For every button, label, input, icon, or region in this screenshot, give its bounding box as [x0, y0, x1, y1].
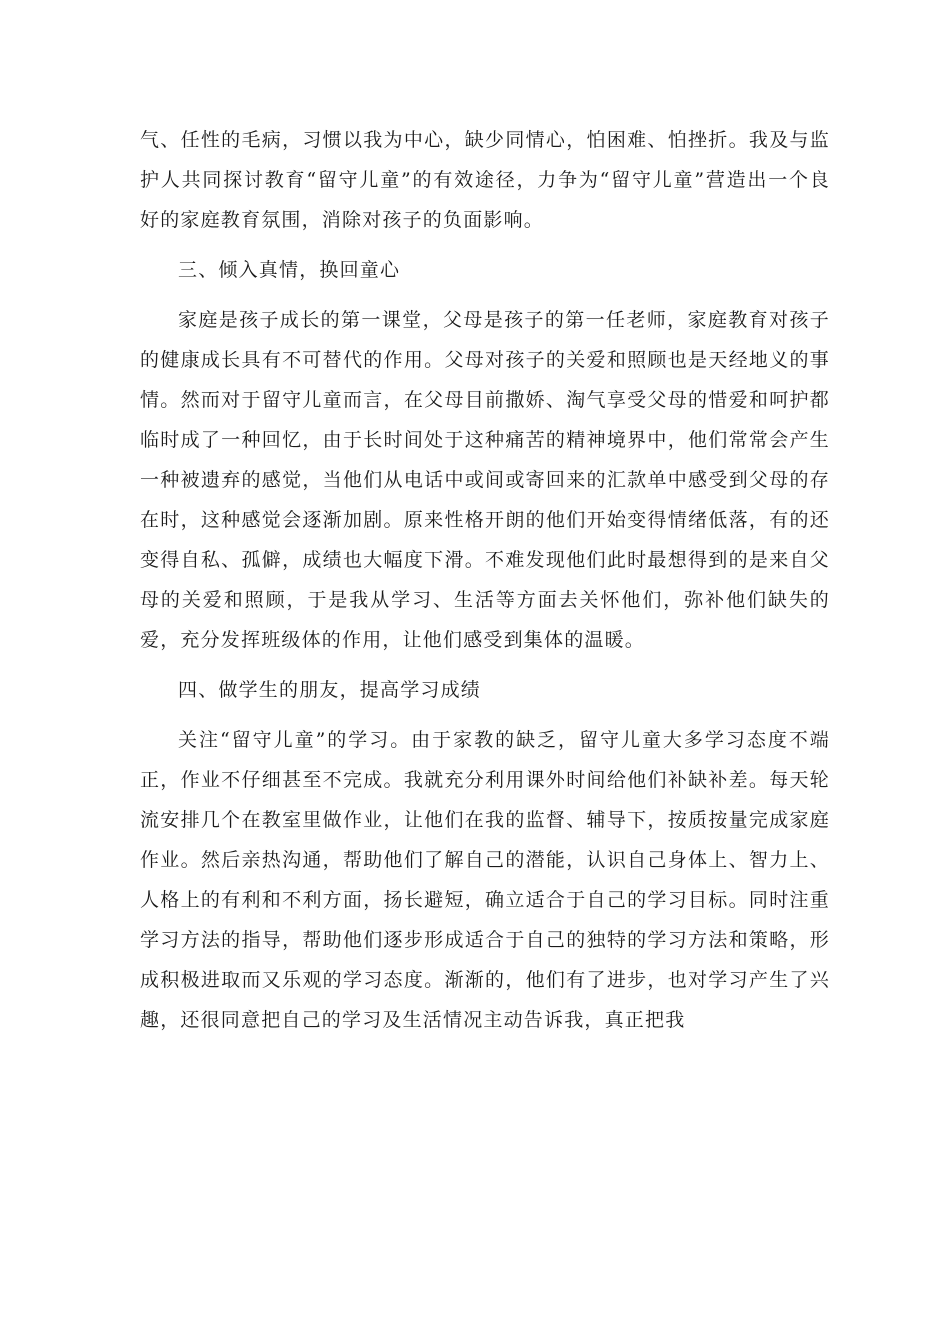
- section-heading-3: 三、倾入真情，换回童心: [178, 259, 401, 281]
- section-heading-4: 四、做学生的朋友，提高学习成绩: [178, 679, 482, 701]
- paragraph-continuation: 气、任性的毛病，习惯以我为中心，缺少同情心，怕困难、怕挫折。我及与监护人共同探讨教育“留守儿童”的有效途径，力争为“留守儿童”营造出一个良好的家庭教育氛围，消除对孩子的负面影响。: [140, 129, 830, 231]
- paragraph-study-attention: 关注“留守儿童”的学习。由于家教的缺乏，留守儿童大多学习态度不端正，作业不仔细甚至不完成。我就充分利用课外时间给他们补缺补差。每天轮流安排几个在教室里做作业，让他们在我的监督、辅导下，按质按量完成家庭作业。然后亲热沟通，帮助他们了解自己的潜能，认识自己身体上、智力上、人格上的有利和不利方面，扬长避短，确立适合于自己的学习目标。同时注重学习方法的指导，帮助他们逐步形成适合于自己的独特的学习方法和策略，形成积极进取而又乐观的学习态度。渐渐的，他们有了进步，也对学习产生了兴趣，还很同意把自己的学习及生活情况主动告诉我，真正把我: [140, 729, 830, 1031]
- paragraph-family-education: 家庭是孩子成长的第一课堂，父母是孩子的第一任老师，家庭教育对孩子的健康成长具有不可替代的作用。父母对孩子的关爱和照顾也是天经地义的事情。然而对于留守儿童而言，在父母目前撒娇、淘气享受父母的惜爱和呵护都临时成了一种回忆，由于长时间处于这种痛苦的精神境界中，他们常常会产生一种被遗弃的感觉，当他们从电话中或间或寄回来的汇款单中感受到父母的存在时，这种感觉会逐渐加剧。原来性格开朗的他们开始变得情绪低落，有的还变得自私、孤僻，成绩也大幅度下滑。不难发现他们此时最想得到的是来自父母的关爱和照顾，于是我从学习、生活等方面去关怀他们，弥补他们缺失的爱，充分发挥班级体的作用，让他们感受到集体的温暖。: [140, 309, 830, 651]
- document-body: [140, 120, 830, 1050]
